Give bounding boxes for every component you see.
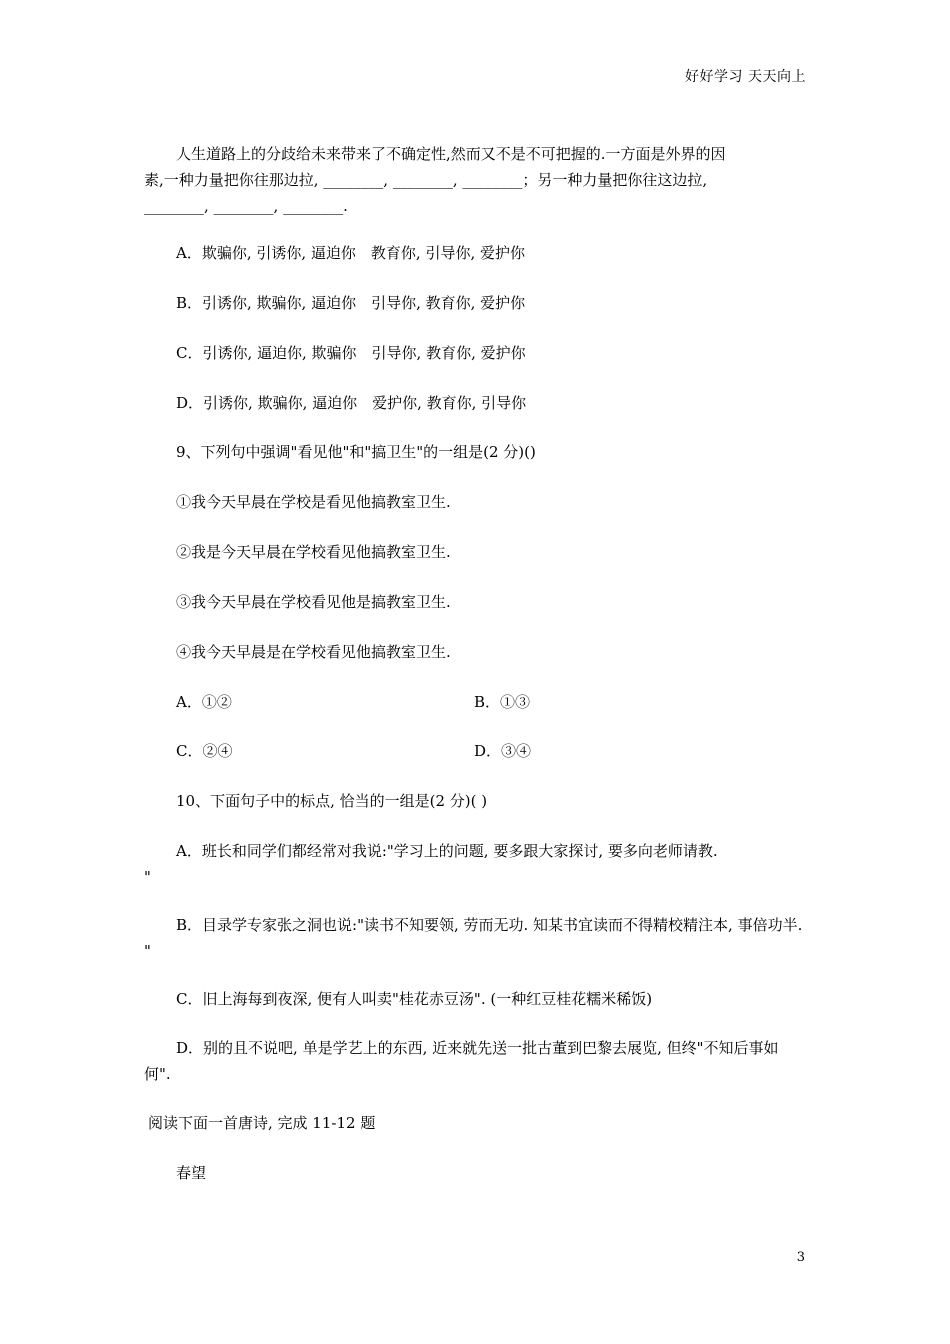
page-header: 好好学习 天天向上 — [685, 69, 806, 85]
q9-stem: 9、下列句中强调"看见他"和"搞卫生"的一组是(2 分)() — [176, 443, 536, 461]
q8-stem-line-3: ________, ________, ________. — [144, 197, 348, 215]
q8-stem-line-1: 人生道路上的分歧给未来带来了不确定性,然而又不是不可把握的.一方面是外界的因 — [176, 145, 726, 163]
q9-option-d: D．③④ — [474, 742, 532, 760]
q9-sentence-3: ③我今天早晨在学校看见他是搞教室卫生. — [176, 593, 451, 611]
q9-option-a: A．①② — [176, 693, 232, 711]
q8-option-b: B．引诱你, 欺骗你, 逼迫你 引导你, 教育你, 爱护你 — [176, 294, 526, 312]
q9-option-c: C．②④ — [176, 742, 233, 760]
q9-sentence-4: ④我今天早晨是在学校看见他搞教室卫生. — [176, 643, 451, 661]
page-number: 3 — [796, 1250, 805, 1265]
q9-sentence-1: ①我今天早晨在学校是看见他搞教室卫生. — [176, 493, 451, 511]
q8-option-a: A．欺骗你, 引诱你, 逼迫你 教育你, 引导你, 爱护你 — [176, 244, 525, 262]
q9-sentence-2: ②我是今天早晨在学校看见他搞教室卫生. — [176, 543, 451, 561]
reading-intro: 阅读下面一首唐诗, 完成 11-12 题 — [148, 1114, 376, 1132]
q9-option-b: B．①③ — [474, 693, 531, 711]
q10-option-b: B．目录学专家张之洞也说:"读书不知要领, 劳而无功. 知某书宜读而不得精校精注本, 事倍功半. " — [144, 916, 803, 960]
q10-option-a-line-2: " — [144, 868, 151, 886]
q8-option-c: C．引诱你, 逼迫你, 欺骗你 引导你, 教育你, 爱护你 — [176, 344, 526, 362]
q10-option-c: C．旧上海每到夜深, 便有人叫卖"桂花赤豆汤". (一种红豆桂花糯米稀饭) — [176, 990, 653, 1008]
q8-option-d: D．引诱你, 欺骗你, 逼迫你 爱护你, 教育你, 引导你 — [176, 394, 527, 412]
q10-option-d: D．别的且不说吧, 单是学艺上的东西, 近来就先送一批古董到巴黎去展览, 但终"不知后事如何". — [144, 1039, 779, 1083]
poem-title: 春望 — [176, 1164, 207, 1182]
q8-stem-line-2: 素,一种力量把你往那边拉, ________, ________, ________；另一种力量把你往这边拉, — [144, 171, 708, 189]
q10-stem: 10、下面句子中的标点, 恰当的一组是(2 分)( ) — [176, 792, 488, 810]
q10-option-a-line-1: A．班长和同学们都经常对我说:"学习上的问题, 要多跟大家探讨, 要多向老师请教. — [176, 842, 718, 860]
